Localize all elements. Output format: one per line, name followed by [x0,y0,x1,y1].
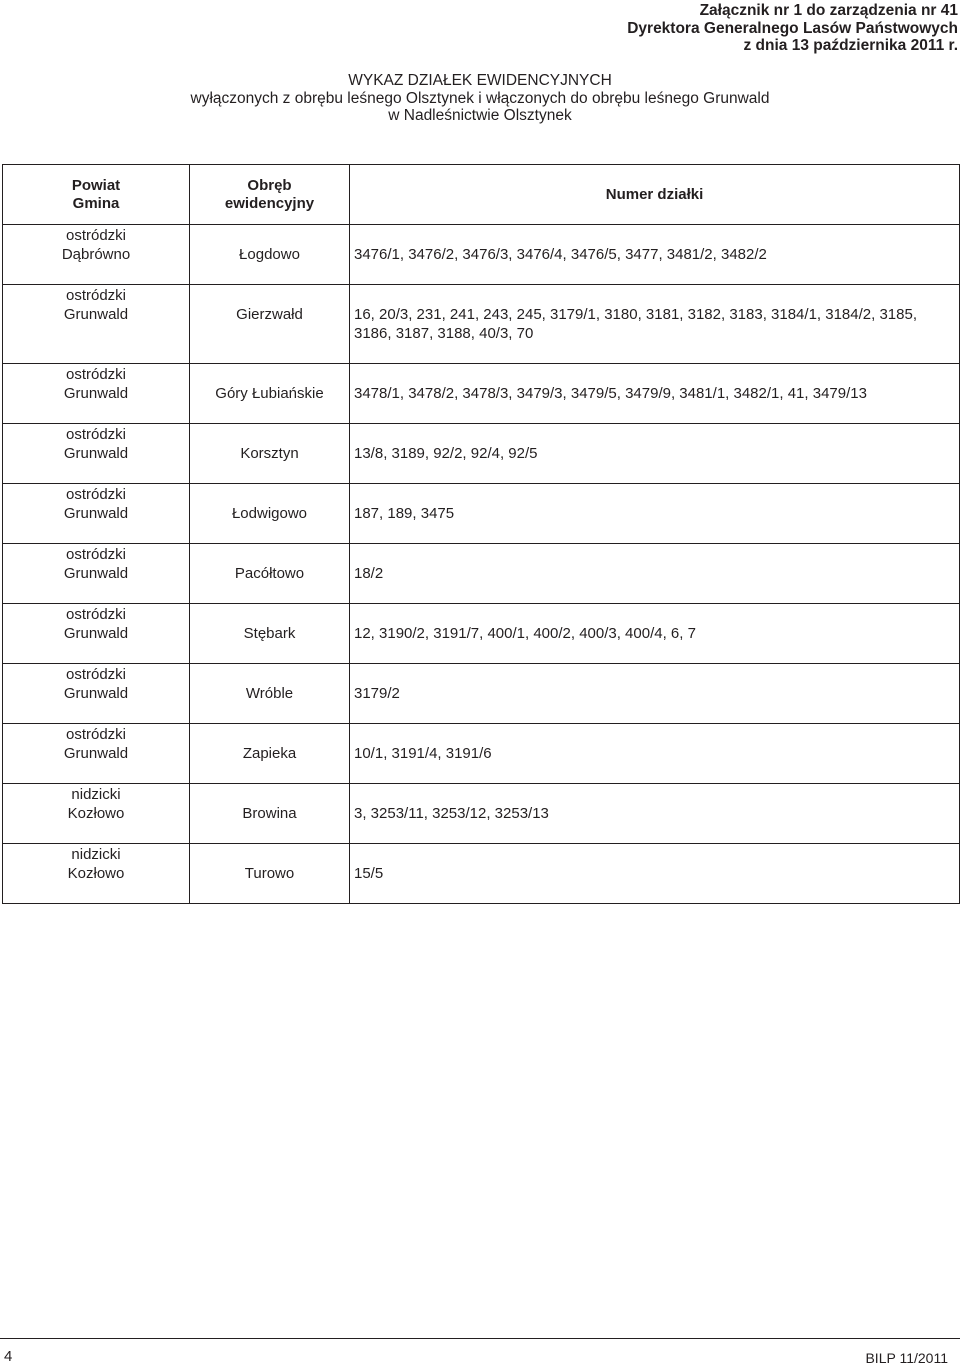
table-row [3,664,960,724]
table-row [3,784,960,844]
header-gmina: Gmina [72,194,120,212]
table-row [3,364,960,424]
cell-gmina: Grunwald [63,565,129,582]
table-row [3,225,960,285]
cell-numer-dzialki: 3179/2 [350,664,960,724]
header-numer-dzialki: Numer działki [350,165,960,225]
cell-obreb: Łodwigowo [190,484,350,544]
cell-powiat-gmina [3,484,190,544]
cell-powiat-gmina [3,544,190,604]
cell-obreb: Góry Łubiańskie [190,364,350,424]
annex-line-2: Dyrektora Generalnego Lasów Państwowych [627,19,958,37]
document-title [0,72,960,125]
journal-reference: BILP 11/2011 [865,1350,948,1366]
cell-gmina: Grunwald [63,385,129,402]
cell-gmina: Kozłowo [67,865,125,882]
cell-powiat: ostródzki [65,426,127,443]
cell-powiat-gmina [3,844,190,904]
cell-gmina: Dąbrówno [61,246,131,263]
cell-numer-dzialki: 3476/1, 3476/2, 3476/3, 3476/4, 3476/5, 3477, 3481/2, 3482/2 [350,225,960,285]
table-row [3,604,960,664]
cell-powiat-gmina [3,724,190,784]
cell-numer-dzialki: 10/1, 3191/4, 3191/6 [350,724,960,784]
cell-powiat-gmina [3,225,190,285]
cell-obreb: Gierzwałd [190,285,350,364]
header-obreb [190,165,350,225]
cell-powiat-gmina [3,364,190,424]
cell-gmina: Grunwald [63,306,129,323]
cell-numer-dzialki: 12, 3190/2, 3191/7, 400/1, 400/2, 400/3, 400/4, 6, 7 [350,604,960,664]
cell-powiat: ostródzki [65,546,127,563]
cell-numer-dzialki: 16, 20/3, 231, 241, 243, 245, 3179/1, 3180, 3181, 3182, 3183, 3184/1, 3184/2, 3185, 3186, 3187, 3188, 40/3, 70 [350,285,960,364]
cell-obreb: Stębark [190,604,350,664]
table-row [3,844,960,904]
title-line-1: WYKAZ DZIAŁEK EWIDENCYJNYCH [348,72,612,89]
cell-numer-dzialki: 187, 189, 3475 [350,484,960,544]
parcel-table [2,164,960,904]
cell-numer-dzialki: 13/8, 3189, 92/2, 92/4, 92/5 [350,424,960,484]
table-row [3,285,960,364]
cell-powiat: ostródzki [65,606,127,623]
cell-powiat-gmina [3,664,190,724]
header-powiat: Powiat [71,176,121,194]
table-row [3,544,960,604]
cell-gmina: Grunwald [63,625,129,642]
cell-obreb: Łogdowo [190,225,350,285]
cell-numer-dzialki: 15/5 [350,844,960,904]
cell-powiat: ostródzki [65,287,127,304]
cell-obreb: Turowo [190,844,350,904]
cell-powiat: ostródzki [65,726,127,743]
header-powiat-gmina [3,165,190,225]
cell-powiat: nidzicki [71,786,121,803]
table-row [3,484,960,544]
cell-obreb: Korsztyn [190,424,350,484]
title-line-2: wyłączonych z obrębu leśnego Olsztynek i włączonych do obrębu leśnego Grunwald [190,89,770,107]
cell-numer-dzialki: 18/2 [350,544,960,604]
table-header-row [3,165,960,225]
cell-obreb: Browina [190,784,350,844]
cell-powiat: nidzicki [71,846,121,863]
annex-line-1: Załącznik nr 1 do zarządzenia nr 41 [699,2,958,19]
table-row [3,424,960,484]
cell-gmina: Kozłowo [67,805,125,822]
cell-powiat-gmina [3,285,190,364]
annex-line-3: z dnia 13 października 2011 r. [743,37,958,54]
cell-powiat: ostródzki [65,366,127,383]
cell-powiat-gmina [3,424,190,484]
header-obreb-line1: Obręb [247,176,292,194]
cell-gmina: Grunwald [63,745,129,762]
cell-gmina: Grunwald [63,505,129,522]
cell-obreb: Wróble [190,664,350,724]
cell-powiat: ostródzki [65,666,127,683]
cell-powiat-gmina [3,784,190,844]
cell-gmina: Grunwald [63,685,129,702]
page-number: 4 [4,1348,13,1365]
cell-obreb: Zapieka [190,724,350,784]
cell-obreb: Pacółtowo [190,544,350,604]
cell-powiat: ostródzki [65,227,127,244]
footer-divider [0,1338,960,1339]
cell-powiat-gmina [3,604,190,664]
cell-gmina: Grunwald [63,445,129,462]
cell-numer-dzialki: 3478/1, 3478/2, 3478/3, 3479/3, 3479/5, 3479/9, 3481/1, 3482/1, 41, 3479/13 [350,364,960,424]
cell-powiat: ostródzki [65,486,127,503]
table-row [3,724,960,784]
cell-numer-dzialki: 3, 3253/11, 3253/12, 3253/13 [350,784,960,844]
annex-header [558,2,958,55]
title-line-3: w Nadleśnictwie Olsztynek [388,107,572,124]
header-obreb-line2: ewidencyjny [224,194,315,212]
